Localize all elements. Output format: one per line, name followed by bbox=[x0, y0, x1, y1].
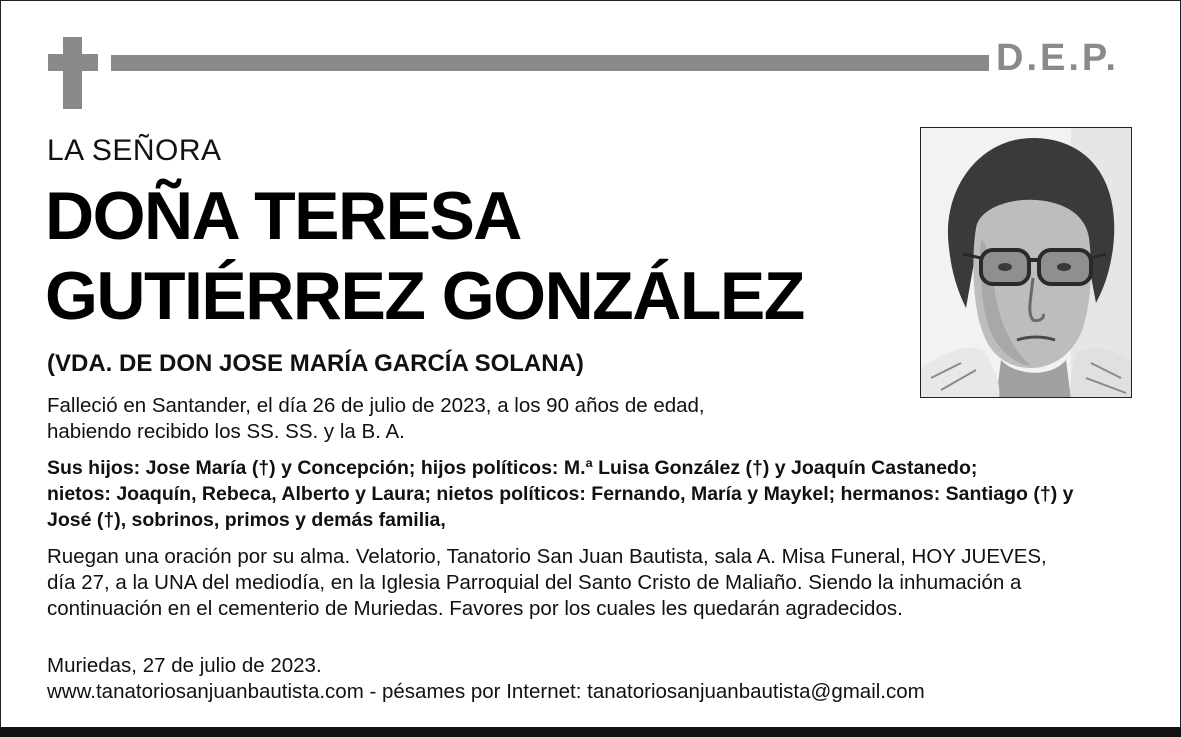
family-line: José (†), sobrinos, primos y demás familia, bbox=[47, 509, 446, 531]
portrait-photo-icon bbox=[921, 128, 1132, 398]
cross-icon-bar bbox=[48, 54, 98, 71]
service-line: Ruegan una oración por su alma. Velatorio, Tanatorio San Juan Bautista, sala A. Misa Funeral, HOY JUEVES, bbox=[47, 545, 1047, 568]
death-info-line: habiendo recibido los SS. SS. y la B. A. bbox=[47, 420, 405, 443]
cross-icon bbox=[63, 37, 82, 109]
portrait-photo bbox=[920, 127, 1132, 398]
family-list bbox=[47, 455, 1157, 533]
family-line: nietos: Joaquín, Rebeca, Alberto y Laura; nietos políticos: Fernando, María y Maykel; hermanos: Santiago (†) y bbox=[47, 483, 1074, 505]
widow-of: (VDA. DE DON JOSE MARÍA GARCÍA SOLANA) bbox=[47, 350, 584, 377]
place-date: Muriedas, 27 de julio de 2023. bbox=[47, 654, 322, 677]
death-info-line: Falleció en Santander, el día 26 de julio de 2023, a los 90 años de edad, bbox=[47, 394, 705, 417]
service-info bbox=[47, 544, 1157, 622]
deceased-name-line1: DOÑA TERESA bbox=[45, 178, 521, 254]
footer bbox=[47, 653, 1157, 705]
dep-label: D.E.P. bbox=[996, 37, 1119, 79]
death-info bbox=[47, 393, 907, 445]
service-line: día 27, a la UNA del mediodía, en la Iglesia Parroquial del Santo Cristo de Maliaño. Siendo la inhumación a bbox=[47, 571, 1022, 594]
header-rule bbox=[111, 55, 989, 71]
family-line: Sus hijos: Jose María (†) y Concepción; hijos políticos: M.ª Luisa González (†) y Joaquín Castanedo; bbox=[47, 457, 978, 479]
bottom-border bbox=[0, 727, 1181, 737]
contact-info: www.tanatoriosanjuanbautista.com - pésames por Internet: tanatoriosanjuanbautista@gmail.com bbox=[47, 680, 925, 703]
service-line: continuación en el cementerio de Muriedas. Favores por los cuales les quedarán agradecidos. bbox=[47, 597, 903, 620]
deceased-name-line2: GUTIÉRREZ GONZÁLEZ bbox=[45, 258, 804, 334]
title-prefix: LA SEÑORA bbox=[47, 134, 222, 167]
